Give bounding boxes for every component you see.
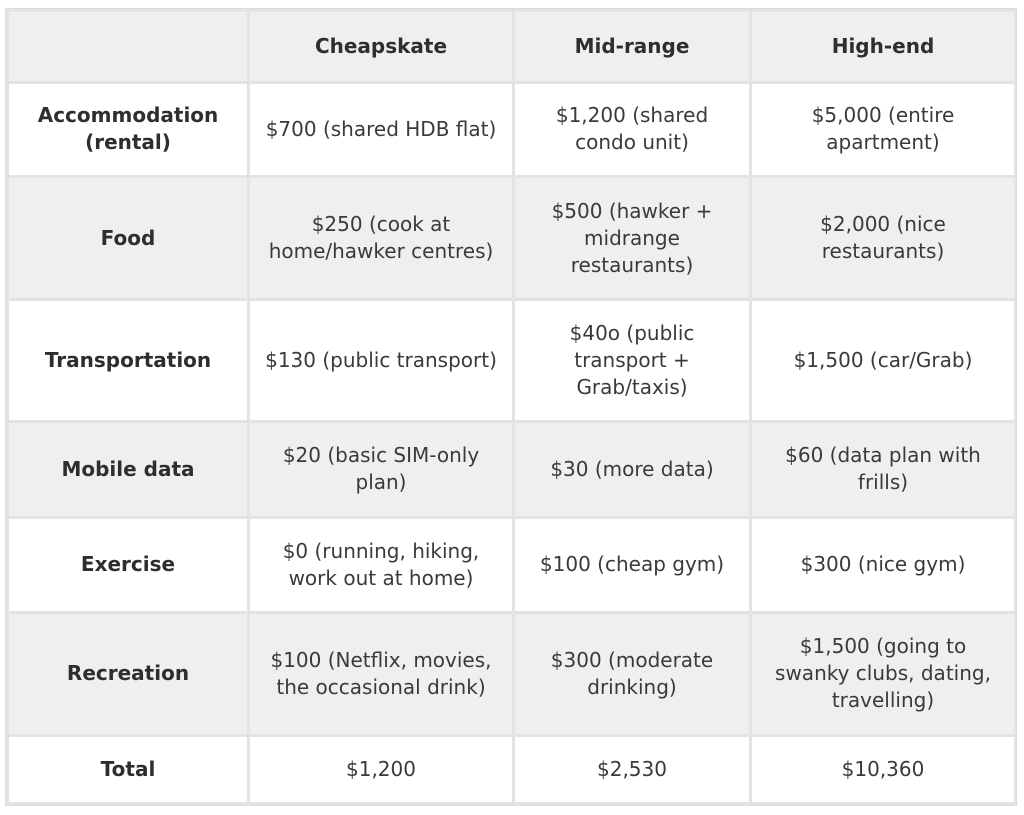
row-label-exercise: Exercise xyxy=(9,519,247,611)
table-cell: $250 (cook at home/hawker centres) xyxy=(250,178,512,298)
row-label-recreation: Recreation xyxy=(9,614,247,735)
table-cell: $1,500 (going to swanky clubs, dating, travelling) xyxy=(752,614,1014,735)
table-cell: $100 (Netflix, movies, the occasional drink) xyxy=(250,614,512,735)
table-cell: $0 (running, hiking, work out at home) xyxy=(250,519,512,611)
row-label-total: Total xyxy=(9,737,247,802)
table-cell: $1,200 (shared condo unit) xyxy=(515,84,749,176)
table-row xyxy=(9,614,1014,735)
table-cell: $130 (public transport) xyxy=(250,301,512,420)
table-cell: $500 (hawker + midrange restaurants) xyxy=(515,178,749,298)
cost-comparison-table-container xyxy=(5,8,1017,806)
table-row xyxy=(9,84,1014,176)
header-cell-mid-range: Mid-range xyxy=(515,12,749,81)
header-row xyxy=(9,12,1014,81)
table-cell: $700 (shared HDB flat) xyxy=(250,84,512,176)
header-cell-empty xyxy=(9,12,247,81)
table-cell: $1,500 (car/Grab) xyxy=(752,301,1014,420)
table-cell: $30 (more data) xyxy=(515,423,749,516)
table-cell: $2,000 (nice restaurants) xyxy=(752,178,1014,298)
table-cell: $5,000 (entire apartment) xyxy=(752,84,1014,176)
row-label-food: Food xyxy=(9,178,247,298)
header-cell-cheapskate: Cheapskate xyxy=(250,12,512,81)
total-cell-mid-range: $2,530 xyxy=(515,737,749,802)
cost-comparison-table xyxy=(6,9,1017,805)
table-row xyxy=(9,178,1014,298)
table-cell: $100 (cheap gym) xyxy=(515,519,749,611)
table-cell: $40o (public transport + Grab/taxis) xyxy=(515,301,749,420)
row-label-transportation: Transportation xyxy=(9,301,247,420)
table-cell: $300 (nice gym) xyxy=(752,519,1014,611)
table-cell: $20 (basic SIM-only plan) xyxy=(250,423,512,516)
header-cell-high-end: High-end xyxy=(752,12,1014,81)
row-label-mobile-data: Mobile data xyxy=(9,423,247,516)
table-cell: $300 (moderate drinking) xyxy=(515,614,749,735)
row-label-accommodation: Accommodation (rental) xyxy=(9,84,247,176)
table-row xyxy=(9,301,1014,420)
total-cell-high-end: $10,360 xyxy=(752,737,1014,802)
total-row xyxy=(9,737,1014,802)
table-row xyxy=(9,423,1014,516)
total-cell-cheapskate: $1,200 xyxy=(250,737,512,802)
table-cell: $60 (data plan with frills) xyxy=(752,423,1014,516)
table-row xyxy=(9,519,1014,611)
